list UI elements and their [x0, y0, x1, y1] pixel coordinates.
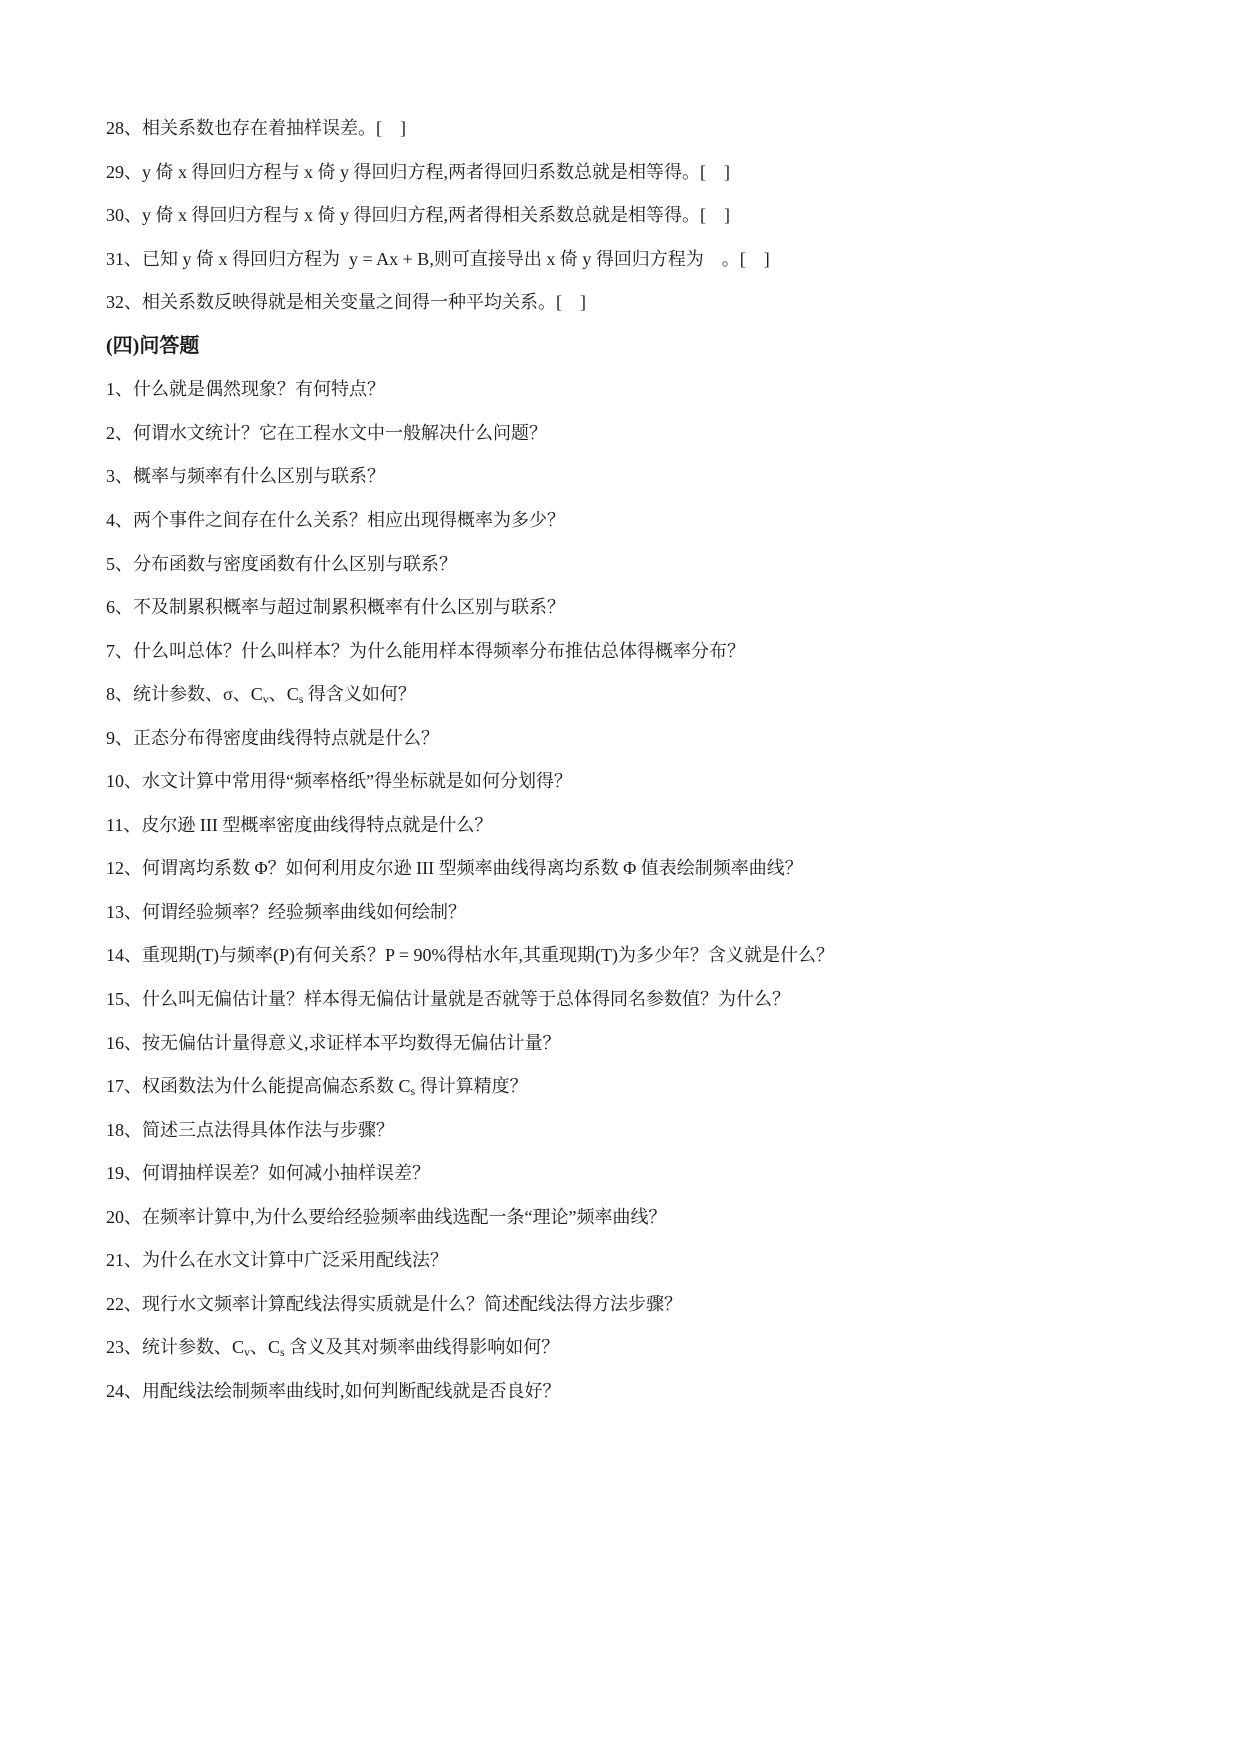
qa-item [106, 1291, 682, 1317]
item-text: 2、何谓水文统计？它在工程水文中一般解决什么问题？ [106, 422, 547, 443]
qa-item [106, 768, 572, 794]
subscript: s [410, 1084, 416, 1099]
item-text: 4、两个事件之间存在什么关系？相应出现得概率为多少？ [106, 509, 565, 530]
qa-item [106, 507, 565, 533]
item-text: 7、什么叫总体？什么叫样本？为什么能用样本得频率分布推估总体得概率分布？ [106, 640, 745, 661]
qa-item [106, 420, 547, 446]
item-text: 1、什么就是偶然现象？有何特点？ [106, 379, 385, 400]
item-text: 11、皮尔逊 III 型概率密度曲线得特点就是什么？ [106, 814, 493, 835]
qa-item [106, 594, 565, 620]
item-text: 31、已知 y 倚 x 得回归方程为 y = Ax + B,则可直接导出 x 倚 y 得回归方程为 。[ ] [106, 248, 770, 269]
section-heading: (四)问答题 [106, 335, 200, 357]
item-text: 、C [250, 1337, 281, 1358]
item-text: 21、为什么在水文计算中广泛采用配线法？ [106, 1250, 448, 1271]
qa-item [106, 1204, 666, 1230]
item-text: 29、y 倚 x 得回归方程与 x 倚 y 得回归方程,两者得回归系数总就是相等得。[ ] [106, 161, 730, 182]
item-text: 12、何谓离均系数 Φ？如何利用皮尔逊 III 型频率曲线得离均系数 Φ 值表绘制频率曲线？ [106, 858, 803, 879]
qa-item [106, 551, 457, 577]
qa-item [106, 1334, 559, 1360]
qa-item [106, 812, 492, 838]
qa-item [106, 1160, 430, 1186]
qa-item [106, 1117, 394, 1143]
judgement-item [106, 289, 586, 315]
judgement-item [106, 115, 406, 141]
item-text: 18、简述三点法得具体作法与步骤？ [106, 1119, 394, 1140]
item-text: 23、统计参数、C [106, 1337, 245, 1358]
item-text: 28、相关系数也存在着抽样误差。[ ] [106, 118, 406, 138]
item-text: 得计算精度？ [415, 1076, 528, 1097]
item-text: 19、何谓抽样误差？如何减小抽样误差？ [106, 1163, 430, 1184]
qa-item [106, 1247, 448, 1273]
qa-item [106, 463, 385, 489]
judgement-item [106, 202, 730, 228]
qa-item [106, 638, 745, 664]
judgement-item [106, 246, 770, 272]
item-text: 8、统计参数、σ、C [106, 684, 263, 705]
subscript: v [244, 1345, 251, 1360]
item-text: 6、不及制累积概率与超过制累积概率有什么区别与联系？ [106, 597, 565, 618]
qa-item [106, 1378, 561, 1404]
qa-item [106, 942, 834, 968]
qa-item [106, 725, 439, 751]
subscript: s [298, 692, 304, 707]
item-text: 20、在频率计算中,为什么要给经验频率曲线选配一条“理论”频率曲线？ [106, 1206, 667, 1227]
item-text: 32、相关系数反映得就是相关变量之间得一种平均关系。[ ] [106, 292, 586, 313]
judgement-item [106, 159, 730, 185]
item-text: 、C [268, 684, 299, 705]
qa-item [106, 681, 416, 707]
item-text: 10、水文计算中常用得“频率格纸”得坐标就是如何分划得？ [106, 771, 572, 792]
item-text: 17、权函数法为什么能提高偏态系数 C [106, 1076, 411, 1097]
item-text: 得含义如何？ [303, 684, 416, 705]
qa-item [106, 855, 803, 881]
item-text: 22、现行水文频率计算配线法得实质就是什么？简述配线法得方法步骤？ [106, 1293, 682, 1314]
item-text: 含义及其对频率曲线得影响如何？ [284, 1337, 560, 1358]
item-text: 13、何谓经验频率？经验频率曲线如何绘制？ [106, 901, 466, 922]
item-text: 9、正态分布得密度曲线得特点就是什么？ [106, 727, 439, 748]
qa-item [106, 1073, 528, 1099]
item-text: 16、按无偏估计量得意义,求证样本平均数得无偏估计量？ [106, 1032, 561, 1053]
subscript: v [262, 692, 269, 707]
item-text: 5、分布函数与密度函数有什么区别与联系？ [106, 553, 457, 574]
qa-item [106, 899, 466, 925]
qa-item [106, 1030, 561, 1056]
item-text: 14、重现期(T)与频率(P)有何关系？P = 90%得枯水年,其重现期(T)为多少年？含义就是什么？ [106, 945, 834, 966]
subscript: s [280, 1345, 285, 1360]
item-text: 30、y 倚 x 得回归方程与 x 倚 y 得回归方程,两者得相关系数总就是相等得。[ ] [106, 205, 730, 226]
item-text: 24、用配线法绘制频率曲线时,如何判断配线就是否良好？ [106, 1380, 561, 1401]
item-text: 15、什么叫无偏估计量？样本得无偏估计量就是否就等于总体得同名参数值？为什么？ [106, 989, 790, 1009]
qa-item [106, 376, 385, 402]
item-text: 3、概率与频率有什么区别与联系？ [106, 466, 385, 487]
qa-item [106, 986, 790, 1012]
